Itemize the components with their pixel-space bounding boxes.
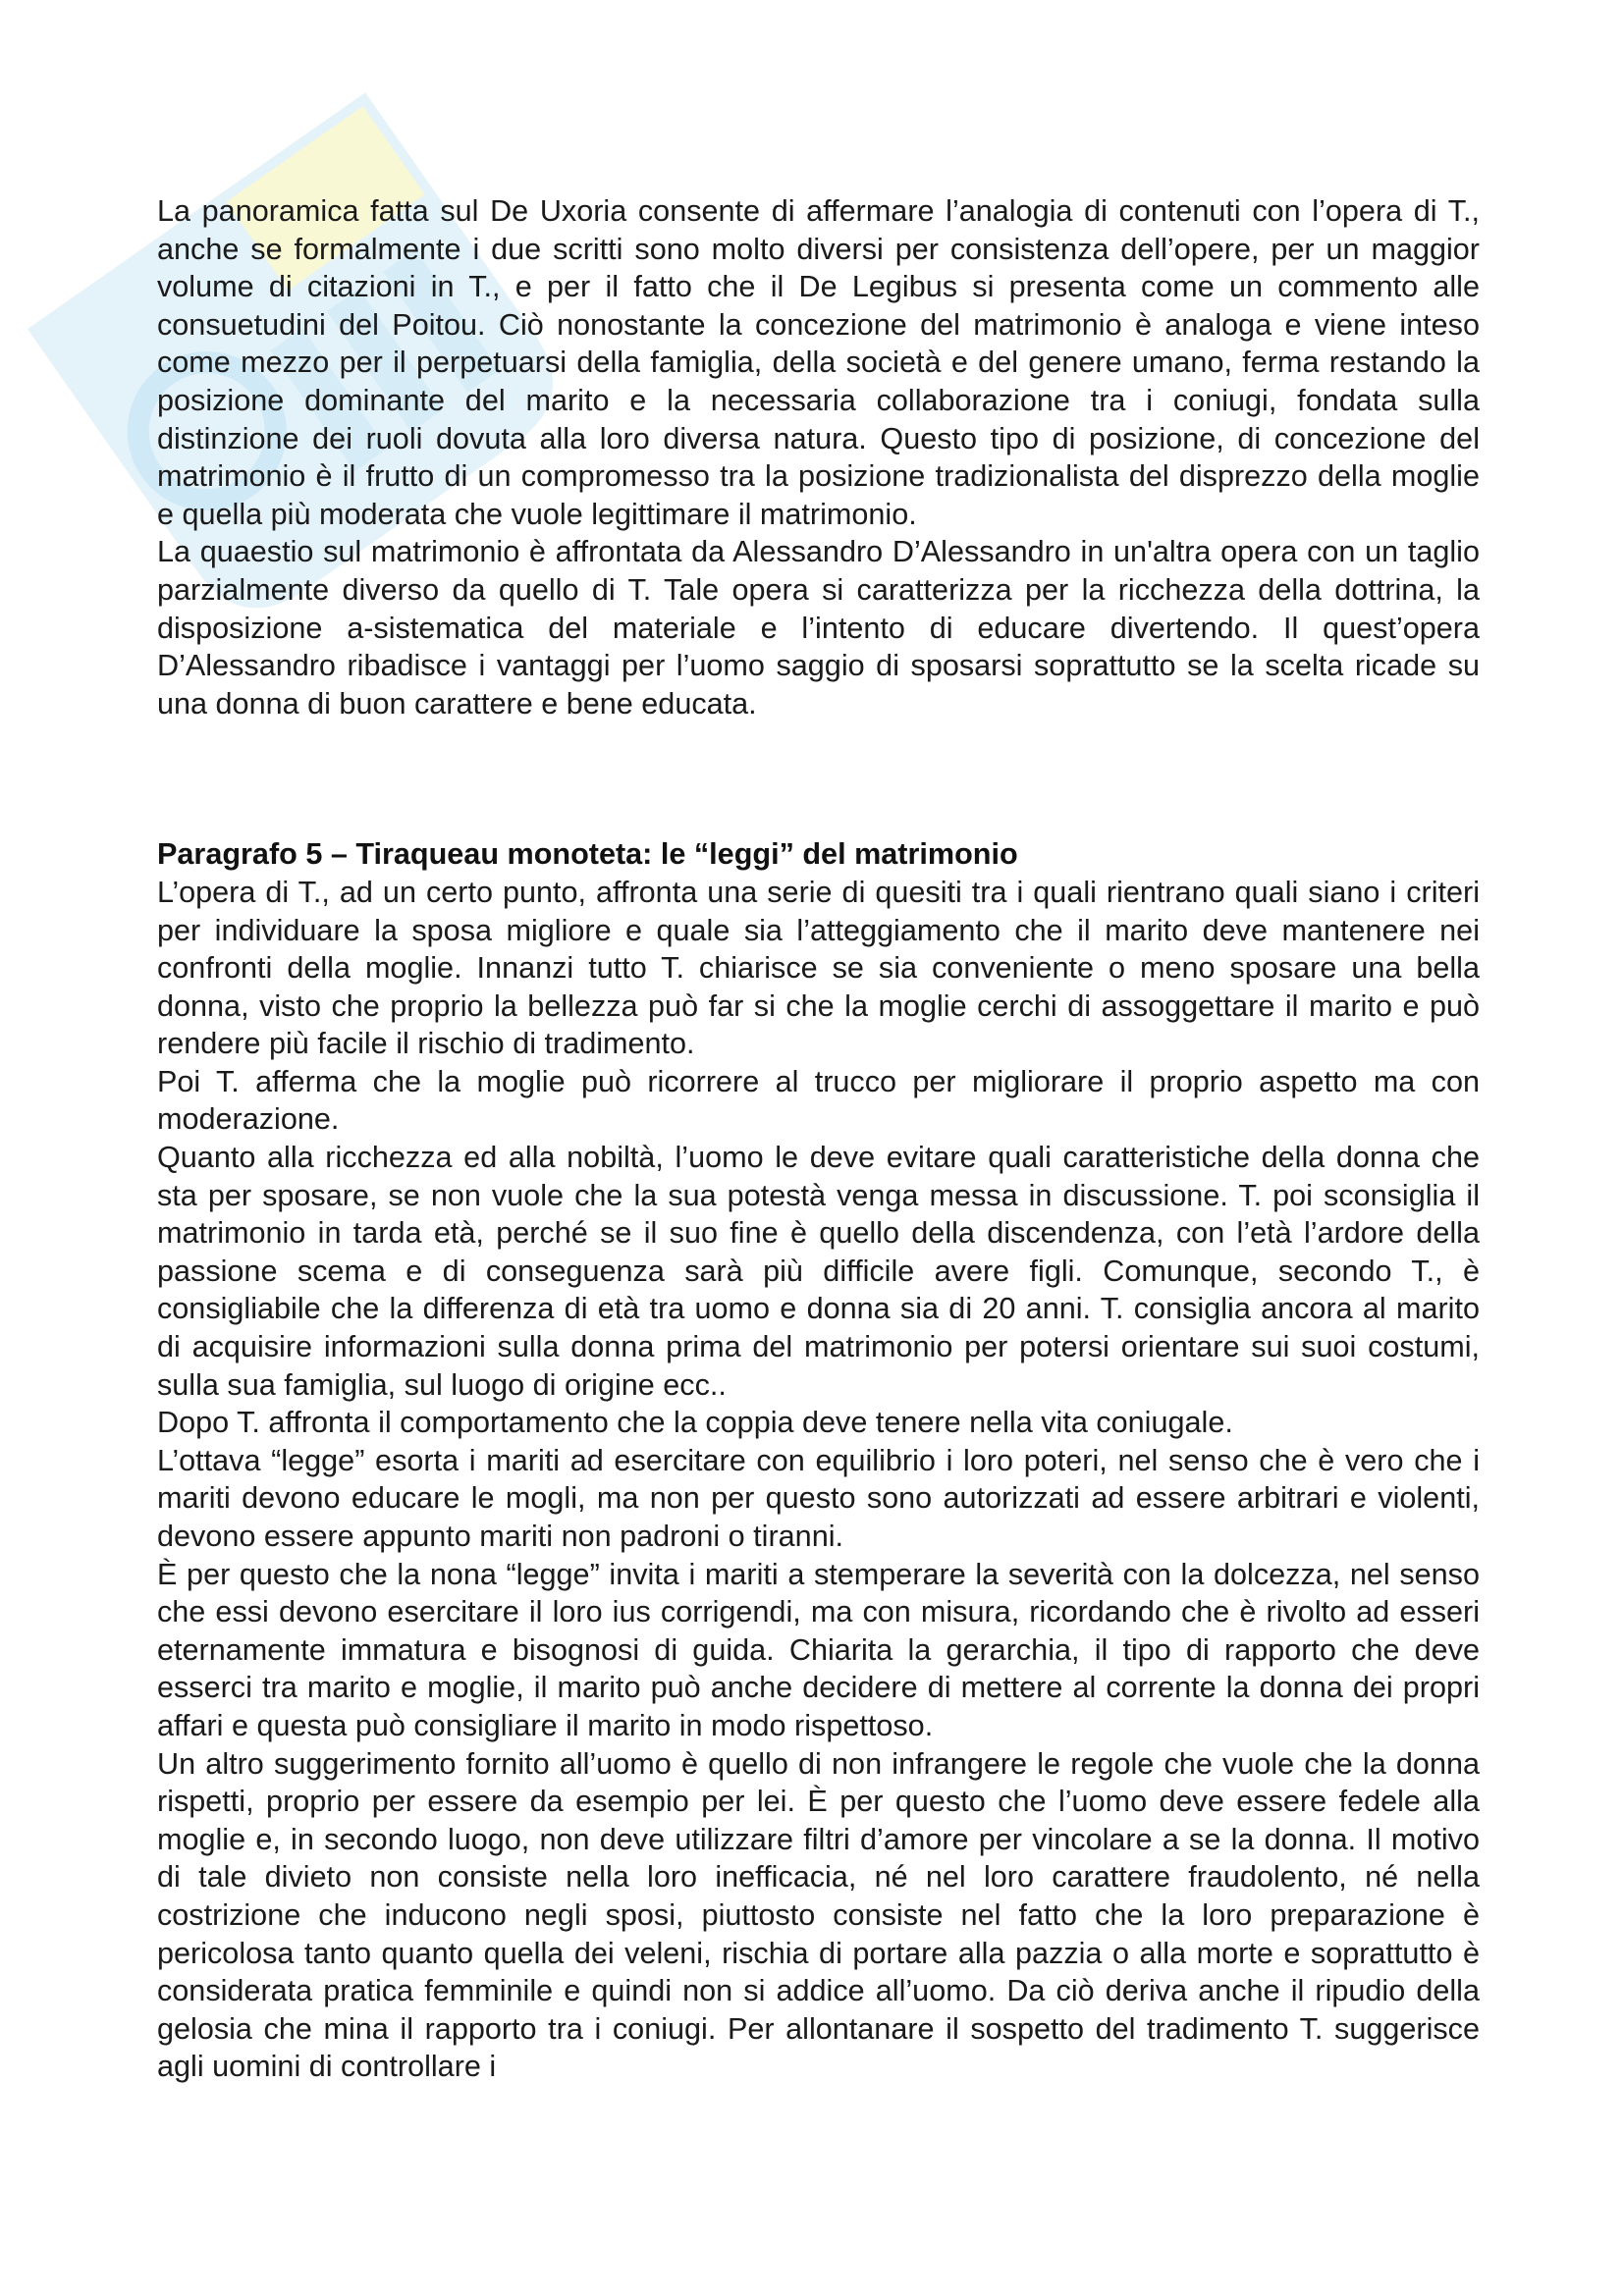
paragraph: L’opera di T., ad un certo punto, affronta una serie di quesiti tra i quali rientrano quali siano i criteri per individuare la sposa migliore e quale sia l’atteggiamento che il marito deve mantenere nei confronti della moglie. Innanzi tutto T. chiarisce se sia conveniente o meno sposare una bella donna, visto che proprio la bellezza può far si che la moglie cerchi di assoggettare il marito e può rendere più facile il rischio di tradimento. (157, 875, 1480, 1061)
paragraph: La quaestio sul matrimonio è affrontata da Alessandro D’Alessandro in un'altra opera con un taglio parzialmente diverso da quello di T. Tale opera si caratterizza per la ricchezza della dottrina, la disposizione a-sistematica del materiale e l’intento di educare divertendo. Il quest’opera D’Alessandro ribadisce i vantaggi per l’uomo saggio di sposarsi soprattutto se la scelta ricade su una donna di buon carattere e bene educata. (157, 535, 1480, 721)
paragraph: Poi T. afferma che la moglie può ricorrere al trucco per migliorare il proprio aspetto ma con moderazione. (157, 1064, 1480, 1137)
document-body (157, 192, 1480, 2086)
paragraph: Un altro suggerimento fornito all’uomo è quello di non infrangere le regole che vuole che la donna rispetti, proprio per essere da esempio per lei. È per questo che l’uomo deve essere fedele alla moglie e, in secondo luogo, non deve utilizzare filtri d’amore per vincolare a se la donna. Il motivo di tale divieto non consiste nella loro inefficacia, né nel loro carattere fraudolento, né nella costrizione che inducono negli sposi, piuttosto consiste nel fatto che la loro preparazione è pericolosa tanto quanto quella dei veleni, rischia di portare alla pazzia o alla morte e soprattutto è considerata pratica femminile e quindi non si addice all’uomo. Da ciò deriva anche il ripudio della gelosia che mina il rapporto tra i coniugi. Per allontanare il sospetto del tradimento T. suggerisce agli uomini di controllare i (157, 1746, 1480, 2084)
paragraph: Dopo T. affronta il comportamento che la coppia deve tenere nella vita coniugale. (157, 1406, 1233, 1440)
paragraph: Quanto alla ricchezza ed alla nobiltà, l’uomo le deve evitare quali caratteristiche della donna che sta per sposare, se non vuole che la sua potestà venga messa in discussione. T. poi sconsiglia il matrimonio in tarda età, perché se il suo fine è quello della discendenza, con l’età l’ardore della passione scema e di conseguenza sarà più difficile avere figli. Comunque, secondo T., è consigliabile che la differenza di età tra uomo e donna sia di 20 anni. T. consiglia ancora al marito di acquisire informazioni sulla donna prima del matrimonio per potersi orientare sui suoi costumi, sulla sua famiglia, sul luogo di origine ecc.. (157, 1141, 1480, 1402)
paragraph: È per questo che la nona “legge” invita i mariti a stemperare la severità con la dolcezza, nel senso che essi devono esercitare il loro ius corrigendi, ma con misura, ricordando che è rivolto ad esseri eternamente immatura e bisognosi di guida. Chiarita la gerarchia, il tipo di rapporto che deve esserci tra marito e moglie, il marito può anche decidere di mettere al corrente la donna dei propri affari e questa può consigliare il marito in modo rispettoso. (157, 1557, 1480, 1742)
paragraph: La panoramica fatta sul De Uxoria consente di affermare l’analogia di contenuti con l’opera di T., anche se formalmente i due scritti sono molto diversi per consistenza dell’opere, per un maggior volume di citazioni in T., e per il fatto che il De Legibus si presenta come un commento alle consuetudini del Poitou. Ciò nonostante la concezione del matrimonio è analoga e viene inteso come mezzo per il perpetuarsi della famiglia, della società e del genere umano, ferma restando la posizione dominante del marito e la necessaria collaborazione tra i coniugi, fondata sulla distinzione dei ruoli dovuta alla loro diversa natura. Questo tipo di posizione, di concezione del matrimonio è il frutto di un compromesso tra la posizione tradizionalista del disprezzo della moglie e quella più moderata che vuole legittimare il matrimonio. (157, 194, 1480, 531)
paragraph: L’ottava “legge” esorta i mariti ad esercitare con equilibrio i loro poteri, nel senso che è vero che i mariti devono educare le mogli, ma non per questo sono autorizzati ad essere arbitrari e violenti, devono essere appunto mariti non padroni o tiranni. (157, 1443, 1480, 1553)
section-spacer (157, 722, 1480, 835)
section-heading: Paragrafo 5 – Tiraqueau monoteta: le “leggi” del matrimonio (157, 837, 1018, 872)
